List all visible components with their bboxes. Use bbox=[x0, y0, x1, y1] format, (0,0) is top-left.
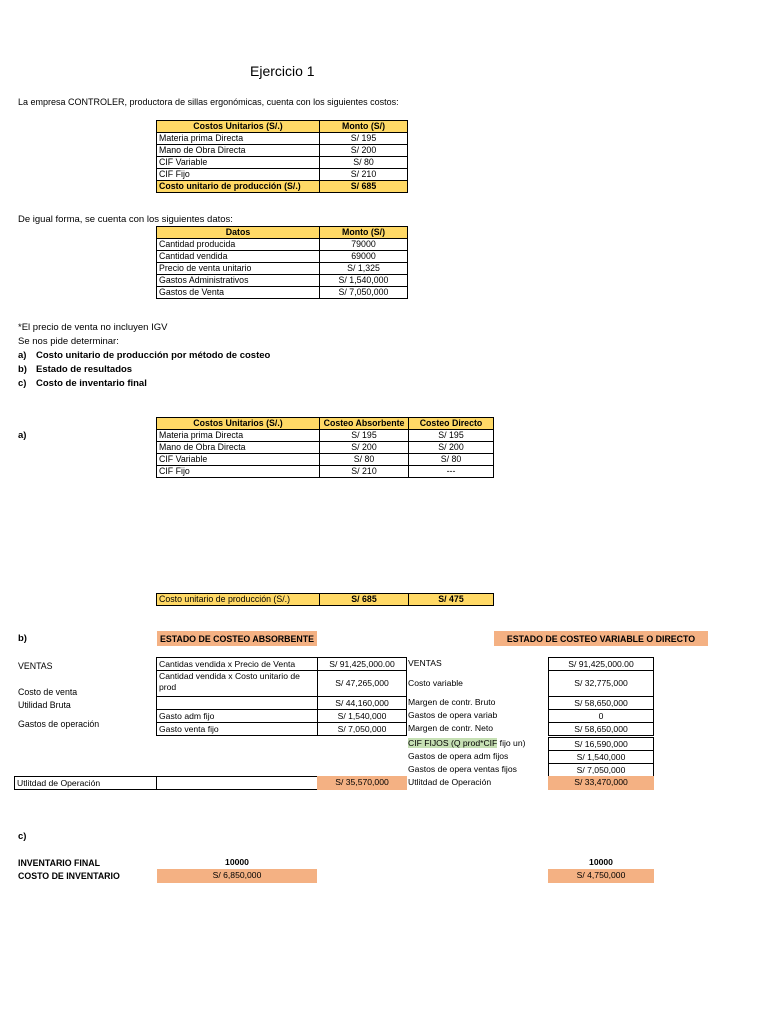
var-label-gastos-ventas: Gastos de opera ventas fijos bbox=[408, 764, 517, 774]
cell: S/ 80 bbox=[320, 157, 408, 169]
cif-rest: fijo un) bbox=[497, 738, 526, 748]
costo-inventario-label: COSTO DE INVENTARIO bbox=[18, 871, 120, 881]
table-header-row bbox=[157, 227, 408, 239]
table-row bbox=[157, 157, 408, 169]
table-total-row bbox=[157, 181, 408, 193]
cell: CIF Fijo bbox=[157, 466, 320, 478]
table-row bbox=[157, 133, 408, 145]
gasto-venta-desc: Gasto venta fijo bbox=[156, 722, 318, 736]
cell: CIF Fijo bbox=[157, 169, 320, 181]
var-value-utilidad-operacion: S/ 33,470,000 bbox=[548, 776, 654, 790]
ventas-value: S/ 91,425,000.00 bbox=[317, 657, 407, 671]
gasto-venta-value: S/ 7,050,000 bbox=[317, 722, 407, 736]
cell: S/ 475 bbox=[409, 594, 494, 606]
table-row bbox=[157, 430, 494, 442]
unit-costs-table bbox=[156, 120, 408, 193]
cell: Gastos de Venta bbox=[157, 287, 320, 299]
table-header-row bbox=[157, 418, 494, 430]
ventas-desc: Cantidas vendida x Precio de Venta bbox=[156, 657, 318, 671]
item-text: Costo de inventario final bbox=[36, 378, 147, 389]
inventario-var-value: 10000 bbox=[589, 857, 613, 867]
utilidad-bruta-value: S/ 44,160,000 bbox=[317, 696, 407, 710]
cell: S/ 685 bbox=[320, 181, 408, 193]
cell: CIF Variable bbox=[157, 454, 320, 466]
intro2-text: De igual forma, se cuenta con los siguientes datos: bbox=[18, 214, 233, 225]
table-row bbox=[157, 169, 408, 181]
cell: Precio de venta unitario bbox=[157, 263, 320, 275]
cell: S/ 195 bbox=[320, 430, 409, 442]
item-letter: c) bbox=[18, 378, 27, 389]
header-cell: Costeo Absorbente bbox=[320, 418, 409, 430]
var-label-margen-bruto: Margen de contr. Bruto bbox=[408, 697, 496, 707]
absorbente-title: ESTADO DE COSTEO ABSORBENTE bbox=[157, 631, 317, 646]
cell: S/ 200 bbox=[320, 442, 409, 454]
header-cell: Monto (S/) bbox=[320, 121, 408, 133]
cell: S/ 210 bbox=[320, 169, 408, 181]
cell: S/ 195 bbox=[320, 133, 408, 145]
intro-text: La empresa CONTROLER, productora de sillas ergonómicas, cuenta con los siguientes costos: bbox=[18, 97, 399, 107]
costo-inventario-abs-value: S/ 6,850,000 bbox=[157, 869, 317, 883]
costo-venta-label: Costo de venta bbox=[18, 687, 78, 697]
page-title: Ejercicio 1 bbox=[250, 63, 315, 79]
table-row bbox=[157, 263, 408, 275]
var-label-gastos-variab: Gastos de opera variab bbox=[408, 710, 498, 720]
var-label-utilidad-operacion: Utlitdad de Operación bbox=[408, 777, 492, 787]
cell: Mano de Obra Directa bbox=[157, 145, 320, 157]
var-value-cif-fijos: S/ 16,590,000 bbox=[548, 737, 654, 751]
cell: S/ 1,325 bbox=[320, 263, 408, 275]
item-text: Costo unitario de producción por método de costeo bbox=[36, 350, 271, 361]
section-b-label: b) bbox=[18, 633, 27, 644]
cell: Mano de Obra Directa bbox=[157, 442, 320, 454]
cell: Costo unitario de producción (S/.) bbox=[157, 594, 320, 606]
inventario-abs-value: 10000 bbox=[225, 857, 249, 867]
cell: Materia prima Directa bbox=[157, 430, 320, 442]
header-cell: Monto (S/) bbox=[320, 227, 408, 239]
var-value-margen-bruto: S/ 58,650,000 bbox=[548, 696, 654, 710]
section-c-label: c) bbox=[18, 831, 27, 842]
cell: S/ 210 bbox=[320, 466, 409, 478]
gasto-adm-value: S/ 1,540,000 bbox=[317, 709, 407, 723]
ventas-label: VENTAS bbox=[18, 661, 53, 671]
table-total-row bbox=[157, 594, 494, 606]
cell: Costo unitario de producción (S/.) bbox=[157, 181, 320, 193]
variable-title: ESTADO DE COSTEO VARIABLE O DIRECTO bbox=[494, 631, 708, 646]
gasto-adm-desc: Gasto adm fijo bbox=[156, 709, 318, 723]
cell: --- bbox=[409, 466, 494, 478]
table-header-row bbox=[157, 121, 408, 133]
utilidad-operacion-label: Utlitdad de Operación bbox=[14, 776, 157, 790]
method-total-row-table bbox=[156, 593, 494, 606]
table-row bbox=[157, 287, 408, 299]
var-label-margen-neto: Margen de contr. Neto bbox=[408, 723, 494, 733]
item-text: Estado de resultados bbox=[36, 364, 133, 375]
cell: S/ 80 bbox=[409, 454, 494, 466]
header-cell: Costos Unitarios (S/.) bbox=[157, 121, 320, 133]
cell: S/ 7,050,000 bbox=[320, 287, 408, 299]
table-row bbox=[157, 454, 494, 466]
cell: S/ 195 bbox=[409, 430, 494, 442]
ask-text: Se nos pide determinar: bbox=[18, 336, 119, 347]
gastos-operacion-label: Gastos de operación bbox=[18, 719, 100, 729]
var-value-gastos-ventas: S/ 7,050,000 bbox=[548, 763, 654, 777]
table-row bbox=[157, 145, 408, 157]
costo-inventario-var-value: S/ 4,750,000 bbox=[548, 869, 654, 883]
inventario-final-label: INVENTARIO FINAL bbox=[18, 858, 100, 868]
cell: 69000 bbox=[320, 251, 408, 263]
var-value-gastos-adm: S/ 1,540,000 bbox=[548, 750, 654, 764]
var-label-gastos-adm: Gastos de opera adm fijos bbox=[408, 751, 509, 761]
var-value-costo-variable: S/ 32,775,000 bbox=[548, 670, 654, 697]
cell: Materia prima Directa bbox=[157, 133, 320, 145]
table-row bbox=[157, 442, 494, 454]
cell: Cantidad producida bbox=[157, 239, 320, 251]
costo-venta-value: S/ 47,265,000 bbox=[317, 670, 407, 697]
cell: S/ 200 bbox=[320, 145, 408, 157]
table-row bbox=[157, 251, 408, 263]
var-value-ventas: S/ 91,425,000.00 bbox=[548, 657, 654, 671]
cell: S/ 200 bbox=[409, 442, 494, 454]
header-cell: Costeo Directo bbox=[409, 418, 494, 430]
header-cell: Costos Unitarios (S/.) bbox=[157, 418, 320, 430]
table-row bbox=[157, 239, 408, 251]
cell: S/ 80 bbox=[320, 454, 409, 466]
item-letter: b) bbox=[18, 364, 27, 375]
var-label-ventas: VENTAS bbox=[408, 658, 442, 668]
var-label-costo-variable: Costo variable bbox=[408, 678, 463, 688]
cell: S/ 685 bbox=[320, 594, 409, 606]
var-value-gastos-variab: 0 bbox=[548, 709, 654, 723]
costo-venta-desc: Cantidad vendida x Costo unitario de prod bbox=[156, 670, 318, 697]
cell: Cantidad vendida bbox=[157, 251, 320, 263]
note-text: *El precio de venta no incluyen IGV bbox=[18, 322, 168, 333]
var-label-cif-fijos bbox=[408, 737, 548, 750]
cell: S/ 1,540,000 bbox=[320, 275, 408, 287]
header-cell: Datos bbox=[157, 227, 320, 239]
cell: CIF Variable bbox=[157, 157, 320, 169]
cif-highlight: CIF FIJOS (Q prod*CIF bbox=[408, 738, 498, 748]
cell: Gastos Administrativos bbox=[157, 275, 320, 287]
table-row bbox=[157, 275, 408, 287]
section-a-label: a) bbox=[18, 430, 27, 441]
data-table bbox=[156, 226, 408, 299]
method-costs-table bbox=[156, 417, 494, 478]
utilidad-operacion-value: S/ 35,570,000 bbox=[317, 776, 407, 790]
utilidad-bruta-label: Utilidad Bruta bbox=[18, 700, 71, 710]
empty-cell bbox=[156, 696, 318, 710]
empty-cell bbox=[156, 776, 318, 790]
table-row bbox=[157, 466, 494, 478]
item-letter: a) bbox=[18, 350, 27, 361]
var-value-margen-neto: S/ 58,650,000 bbox=[548, 722, 654, 736]
cell: 79000 bbox=[320, 239, 408, 251]
